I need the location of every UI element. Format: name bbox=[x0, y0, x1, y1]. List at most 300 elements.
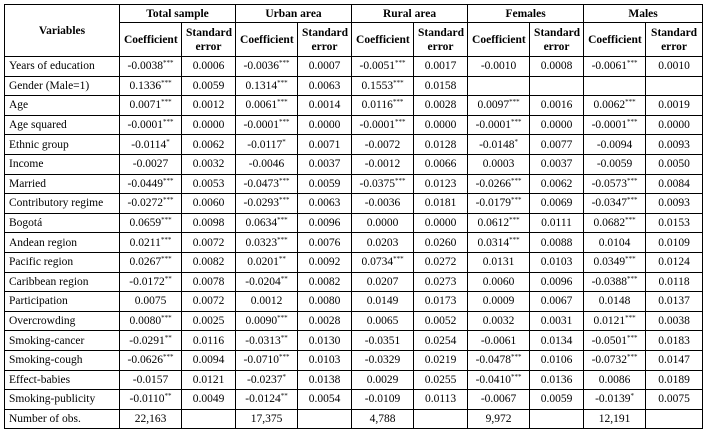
standard-error-header-line1: Standard bbox=[534, 26, 581, 39]
coefficient-cell bbox=[468, 96, 530, 116]
standard-error-cell: 0.0128 bbox=[414, 135, 468, 155]
group-header-total: Total sample bbox=[120, 5, 236, 23]
coefficient-value: -0.0001 bbox=[591, 119, 628, 132]
standard-error-cell: 0.0016 bbox=[530, 96, 584, 116]
standard-error-cell: 0.0158 bbox=[414, 76, 468, 96]
standard-error-cell: 0.0080 bbox=[298, 292, 352, 312]
coefficient-value: 0.0090 bbox=[245, 315, 278, 328]
coefficient-value: 0.0062 bbox=[593, 99, 626, 112]
coefficient-value: -0.0478 bbox=[475, 354, 512, 367]
coefficient-value: -0.0001 bbox=[243, 119, 279, 132]
significance-stars: *** bbox=[627, 118, 638, 127]
standard-error-cell: 0.0096 bbox=[530, 272, 584, 292]
table-row bbox=[5, 115, 703, 135]
standard-error-cell: 0.0050 bbox=[646, 154, 703, 174]
coefficient-value: 0.0061 bbox=[245, 99, 278, 112]
significance-stars: *** bbox=[161, 216, 172, 225]
significance-stars: *** bbox=[162, 118, 174, 127]
significance-stars: *** bbox=[509, 235, 520, 244]
standard-error-cell: 0.0059 bbox=[530, 390, 584, 410]
standard-error-cell: 0.0059 bbox=[182, 76, 236, 96]
standard-error-cell: 0.0072 bbox=[182, 233, 236, 253]
coefficient-value: -0.0010 bbox=[480, 60, 517, 73]
coefficient-value: 0.1553 bbox=[361, 79, 394, 92]
coefficient-value: 0.0314 bbox=[477, 236, 510, 249]
coefficient-value: -0.0061 bbox=[591, 60, 628, 73]
significance-stars: *** bbox=[625, 314, 636, 323]
coefficient-value: 0.0201 bbox=[247, 256, 279, 269]
standard-error-cell: 0.0189 bbox=[646, 370, 703, 390]
coefficient-value: -0.0117 bbox=[247, 138, 283, 151]
significance-stars: *** bbox=[393, 78, 404, 87]
standard-error-cell: 0.0037 bbox=[298, 154, 352, 174]
observations-count: 12,191 bbox=[584, 409, 646, 428]
variable-label: Caribbean region bbox=[5, 272, 120, 292]
observations-label: Number of obs. bbox=[5, 409, 120, 428]
significance-stars: *** bbox=[627, 353, 638, 362]
coefficient-header: Coefficient bbox=[236, 23, 298, 57]
significance-stars: *** bbox=[625, 98, 636, 107]
standard-error-cell: 0.0075 bbox=[646, 390, 703, 410]
standard-error-cell: 0.0014 bbox=[298, 96, 352, 116]
significance-stars: *** bbox=[162, 59, 174, 68]
coefficient-value: -0.0272 bbox=[127, 197, 163, 210]
coefficient-cell bbox=[236, 272, 298, 292]
coefficient-cell bbox=[352, 272, 414, 292]
table-row bbox=[5, 76, 703, 96]
table-row bbox=[5, 213, 703, 233]
standard-error-header-line1: Standard bbox=[302, 26, 349, 39]
standard-error-cell: 0.0071 bbox=[298, 135, 352, 155]
standard-error-cell: 0.0094 bbox=[182, 350, 236, 370]
observations-empty-cell bbox=[530, 409, 584, 428]
coefficient-value: 0.0000 bbox=[366, 217, 399, 230]
standard-error-header-line1: Standard bbox=[418, 26, 465, 39]
coefficient-cell bbox=[352, 154, 414, 174]
standard-error-cell: 0.0025 bbox=[182, 311, 236, 331]
significance-stars: *** bbox=[161, 255, 172, 264]
coefficient-value: -0.0351 bbox=[364, 334, 401, 347]
variable-label: Effect-babies bbox=[5, 370, 120, 390]
table-row bbox=[5, 233, 703, 253]
standard-error-cell: 0.0052 bbox=[414, 311, 468, 331]
standard-error-cell: 0.0116 bbox=[182, 331, 236, 351]
coefficient-cell bbox=[352, 174, 414, 194]
standard-error-cell: 0.0019 bbox=[646, 96, 703, 116]
table-row bbox=[5, 174, 703, 194]
coefficient-value: 0.0029 bbox=[366, 373, 399, 386]
coefficient-value: 0.0131 bbox=[482, 256, 515, 269]
coefficient-cell bbox=[120, 96, 182, 116]
standard-error-cell: 0.0082 bbox=[298, 272, 352, 292]
variable-label: Years of education bbox=[5, 57, 120, 77]
significance-stars: *** bbox=[160, 235, 172, 244]
coefficient-value: 0.0075 bbox=[134, 295, 167, 308]
group-header-females: Females bbox=[468, 5, 584, 23]
significance-stars: ** bbox=[280, 392, 288, 401]
coefficient-cell bbox=[468, 272, 530, 292]
coefficient-value: -0.0291 bbox=[129, 334, 165, 347]
coefficient-value: -0.0237 bbox=[247, 373, 283, 386]
significance-stars: *** bbox=[277, 235, 288, 244]
standard-error-cell: 0.0096 bbox=[298, 213, 352, 233]
standard-error-cell: 0.0124 bbox=[646, 252, 703, 272]
coefficient-cell bbox=[236, 135, 298, 155]
coefficient-cell bbox=[236, 76, 298, 96]
coefficient-value: -0.0732 bbox=[591, 354, 628, 367]
coefficient-cell bbox=[468, 135, 530, 155]
coefficient-cell bbox=[352, 350, 414, 370]
table-row bbox=[5, 154, 703, 174]
coefficient-cell bbox=[468, 57, 530, 77]
coefficient-value: -0.0036 bbox=[243, 60, 279, 73]
table-row bbox=[5, 194, 703, 214]
observations-row bbox=[5, 409, 703, 428]
coefficient-cell bbox=[352, 252, 414, 272]
variable-label: Pacific region bbox=[5, 252, 120, 272]
coefficient-cell bbox=[120, 76, 182, 96]
coefficient-cell bbox=[468, 331, 530, 351]
variable-label: Gender (Male=1) bbox=[5, 76, 120, 96]
coefficient-value: -0.0027 bbox=[132, 158, 169, 171]
group-header-urban: Urban area bbox=[236, 5, 352, 23]
coefficient-value: -0.0139 bbox=[595, 393, 631, 406]
coefficient-cell bbox=[236, 174, 298, 194]
standard-error-cell: 0.0000 bbox=[298, 115, 352, 135]
coefficient-value: 0.0121 bbox=[593, 315, 626, 328]
coefficient-cell bbox=[468, 174, 530, 194]
standard-error-cell: 0.0037 bbox=[530, 154, 584, 174]
coefficient-value: -0.0347 bbox=[591, 197, 628, 210]
standard-error-cell: 0.0007 bbox=[298, 57, 352, 77]
standard-error-header bbox=[530, 23, 584, 57]
significance-stars: *** bbox=[511, 196, 522, 205]
standard-error-cell: 0.0038 bbox=[646, 311, 703, 331]
coefficient-cell bbox=[584, 252, 646, 272]
coefficient-cell bbox=[468, 233, 530, 253]
significance-stars: *** bbox=[627, 333, 638, 342]
standard-error-cell: 0.0066 bbox=[414, 154, 468, 174]
significance-stars: * bbox=[514, 137, 519, 146]
coefficient-value: 0.0207 bbox=[366, 275, 399, 288]
coefficient-value: 0.0149 bbox=[366, 295, 399, 308]
coefficient-cell bbox=[120, 174, 182, 194]
significance-stars: *** bbox=[279, 59, 290, 68]
coefficient-cell bbox=[352, 390, 414, 410]
standard-error-cell: 0.0183 bbox=[646, 331, 703, 351]
coefficient-cell bbox=[236, 57, 298, 77]
coefficient-cell bbox=[584, 272, 646, 292]
significance-stars: *** bbox=[279, 118, 290, 127]
variable-label: Bogotá bbox=[5, 213, 120, 233]
table-row bbox=[5, 311, 703, 331]
standard-error-cell: 0.0000 bbox=[414, 213, 468, 233]
significance-stars: ** bbox=[280, 274, 288, 283]
table-row bbox=[5, 292, 703, 312]
significance-stars: *** bbox=[277, 98, 288, 107]
significance-stars: * bbox=[282, 137, 286, 146]
coefficient-value: -0.0626 bbox=[127, 354, 163, 367]
coefficient-cell bbox=[352, 311, 414, 331]
regression-table bbox=[4, 4, 703, 429]
coefficient-cell bbox=[120, 135, 182, 155]
coefficient-value: -0.0172 bbox=[129, 275, 165, 288]
standard-error-cell: 0.0017 bbox=[414, 57, 468, 77]
significance-stars: * bbox=[630, 392, 635, 401]
coefficient-value: 0.0104 bbox=[598, 236, 631, 249]
significance-stars: *** bbox=[511, 353, 522, 362]
standard-error-cell: 0.0078 bbox=[182, 272, 236, 292]
table-body bbox=[5, 57, 703, 410]
variable-label: Age squared bbox=[5, 115, 120, 135]
coefficient-cell bbox=[236, 292, 298, 312]
standard-error-header-line2: error bbox=[661, 40, 688, 53]
significance-stars: *** bbox=[161, 78, 172, 87]
standard-error-cell: 0.0088 bbox=[530, 233, 584, 253]
standard-error-cell: 0.0273 bbox=[414, 272, 468, 292]
significance-stars: ** bbox=[278, 255, 286, 264]
standard-error-cell: 0.0028 bbox=[414, 96, 468, 116]
coefficient-value: 0.0065 bbox=[366, 315, 399, 328]
standard-error-cell: 0.0113 bbox=[414, 390, 468, 410]
standard-error-cell: 0.0076 bbox=[298, 233, 352, 253]
coefficient-value: 0.0080 bbox=[129, 315, 162, 328]
coefficient-cell bbox=[352, 96, 414, 116]
variable-label: Overcrowding bbox=[5, 311, 120, 331]
standard-error-cell: 0.0219 bbox=[414, 350, 468, 370]
coefficient-value: -0.0388 bbox=[591, 275, 628, 288]
coefficient-cell bbox=[468, 213, 530, 233]
coefficient-cell bbox=[120, 292, 182, 312]
coefficient-cell bbox=[236, 252, 298, 272]
coefficient-value: 0.0086 bbox=[598, 373, 631, 386]
standard-error-header bbox=[414, 23, 468, 57]
coefficient-cell bbox=[120, 252, 182, 272]
coefficient-cell bbox=[236, 213, 298, 233]
coefficient-cell bbox=[584, 213, 646, 233]
significance-stars: ** bbox=[280, 333, 288, 342]
coefficient-value: 0.0734 bbox=[361, 256, 394, 269]
coefficient-value: 0.0060 bbox=[482, 275, 515, 288]
coefficient-value: -0.0501 bbox=[591, 334, 628, 347]
coefficient-cell bbox=[584, 154, 646, 174]
standard-error-cell bbox=[530, 76, 584, 96]
significance-stars: *** bbox=[392, 98, 404, 107]
standard-error-cell: 0.0032 bbox=[182, 154, 236, 174]
coefficient-cell bbox=[584, 233, 646, 253]
coefficient-cell bbox=[468, 350, 530, 370]
coefficient-cell bbox=[468, 390, 530, 410]
group-header-row bbox=[5, 5, 703, 23]
standard-error-header bbox=[646, 23, 703, 57]
coefficient-value: 0.1336 bbox=[129, 79, 162, 92]
significance-stars: * bbox=[282, 372, 286, 381]
standard-error-cell: 0.0049 bbox=[182, 390, 236, 410]
standard-error-cell: 0.0130 bbox=[298, 331, 352, 351]
coefficient-cell bbox=[120, 272, 182, 292]
standard-error-header-line2: error bbox=[195, 40, 222, 53]
significance-stars: *** bbox=[627, 196, 638, 205]
coefficient-value: -0.0148 bbox=[479, 138, 515, 151]
standard-error-cell: 0.0063 bbox=[298, 76, 352, 96]
coefficient-value: -0.0157 bbox=[132, 373, 169, 386]
coefficient-value: 0.0349 bbox=[593, 256, 626, 269]
coefficient-cell bbox=[468, 194, 530, 214]
coefficient-cell bbox=[584, 370, 646, 390]
coefficient-value: -0.0179 bbox=[475, 197, 512, 210]
standard-error-cell: 0.0134 bbox=[530, 331, 584, 351]
standard-error-cell: 0.0136 bbox=[530, 370, 584, 390]
coefficient-cell bbox=[584, 174, 646, 194]
coefficient-value: 0.0009 bbox=[482, 295, 515, 308]
significance-stars: *** bbox=[277, 78, 288, 87]
coefficient-header: Coefficient bbox=[468, 23, 530, 57]
standard-error-cell: 0.0000 bbox=[414, 115, 468, 135]
significance-stars: *** bbox=[277, 314, 288, 323]
significance-stars: *** bbox=[511, 372, 522, 381]
coefficient-value: 0.0634 bbox=[245, 217, 278, 230]
significance-stars: ** bbox=[164, 274, 172, 283]
coefficient-value: 0.0012 bbox=[250, 295, 283, 308]
table-row bbox=[5, 135, 703, 155]
coefficient-cell bbox=[352, 115, 414, 135]
coefficient-cell bbox=[236, 311, 298, 331]
coefficient-value: 0.0148 bbox=[598, 295, 631, 308]
coefficient-value: -0.0001 bbox=[127, 119, 163, 132]
coefficient-value: -0.0001 bbox=[359, 119, 396, 132]
table-row bbox=[5, 390, 703, 410]
coefficient-cell bbox=[120, 194, 182, 214]
standard-error-header-line1: Standard bbox=[651, 26, 698, 39]
standard-error-cell: 0.0103 bbox=[298, 350, 352, 370]
group-header-males: Males bbox=[584, 5, 703, 23]
standard-error-cell: 0.0111 bbox=[530, 213, 584, 233]
standard-error-cell: 0.0260 bbox=[414, 233, 468, 253]
standard-error-cell: 0.0010 bbox=[646, 57, 703, 77]
table-row bbox=[5, 350, 703, 370]
standard-error-cell: 0.0062 bbox=[182, 135, 236, 155]
coefficient-value: -0.0410 bbox=[475, 373, 512, 386]
observations-empty-cell bbox=[646, 409, 703, 428]
variable-label: Ethnic group bbox=[5, 135, 120, 155]
standard-error-cell: 0.0147 bbox=[646, 350, 703, 370]
coefficient-value: -0.0573 bbox=[591, 177, 628, 190]
standard-error-cell: 0.0153 bbox=[646, 213, 703, 233]
coefficient-cell bbox=[352, 76, 414, 96]
coefficient-cell bbox=[352, 57, 414, 77]
coefficient-cell bbox=[120, 390, 182, 410]
coefficient-value: -0.0293 bbox=[243, 197, 279, 210]
coefficient-cell bbox=[352, 331, 414, 351]
significance-stars: *** bbox=[509, 216, 520, 225]
standard-error-cell: 0.0008 bbox=[530, 57, 584, 77]
significance-stars: *** bbox=[627, 274, 638, 283]
coefficient-cell bbox=[468, 154, 530, 174]
standard-error-cell: 0.0031 bbox=[530, 311, 584, 331]
standard-error-cell: 0.0060 bbox=[182, 194, 236, 214]
standard-error-cell: 0.0098 bbox=[182, 213, 236, 233]
coefficient-value: 0.0116 bbox=[361, 99, 393, 112]
group-header-rural: Rural area bbox=[352, 5, 468, 23]
coefficient-cell bbox=[352, 213, 414, 233]
standard-error-cell: 0.0093 bbox=[646, 135, 703, 155]
coefficient-cell bbox=[120, 331, 182, 351]
coefficient-value: 0.1314 bbox=[245, 79, 278, 92]
observations-count: 22,163 bbox=[120, 409, 182, 428]
standard-error-header bbox=[182, 23, 236, 57]
significance-stars: *** bbox=[277, 216, 288, 225]
coefficient-cell bbox=[584, 115, 646, 135]
table-row bbox=[5, 96, 703, 116]
significance-stars: *** bbox=[395, 118, 406, 127]
coefficient-cell bbox=[236, 390, 298, 410]
table-row bbox=[5, 272, 703, 292]
coefficient-value: -0.0067 bbox=[480, 393, 517, 406]
significance-stars: *** bbox=[279, 353, 290, 362]
standard-error-cell: 0.0059 bbox=[298, 174, 352, 194]
significance-stars: *** bbox=[625, 216, 636, 225]
significance-stars: *** bbox=[161, 98, 172, 107]
significance-stars: *** bbox=[511, 176, 522, 185]
standard-error-cell: 0.0255 bbox=[414, 370, 468, 390]
coefficient-cell bbox=[120, 370, 182, 390]
standard-error-cell: 0.0077 bbox=[530, 135, 584, 155]
observations-count: 9,972 bbox=[468, 409, 530, 428]
significance-stars: *** bbox=[162, 176, 174, 185]
significance-stars: *** bbox=[509, 98, 520, 107]
standard-error-cell: 0.0000 bbox=[646, 115, 703, 135]
standard-error-cell: 0.0118 bbox=[646, 272, 703, 292]
significance-stars: *** bbox=[395, 59, 406, 68]
coefficient-cell bbox=[468, 292, 530, 312]
coefficient-cell bbox=[468, 76, 530, 96]
standard-error-cell: 0.0103 bbox=[530, 252, 584, 272]
coefficient-cell bbox=[236, 233, 298, 253]
significance-stars: *** bbox=[393, 255, 404, 264]
coefficient-value: -0.0473 bbox=[243, 177, 279, 190]
standard-error-cell: 0.0093 bbox=[646, 194, 703, 214]
standard-error-cell: 0.0106 bbox=[530, 350, 584, 370]
coefficient-value: -0.0114 bbox=[131, 138, 167, 151]
coefficient-value: 0.0097 bbox=[477, 99, 510, 112]
coefficient-cell bbox=[120, 350, 182, 370]
standard-error-cell: 0.0138 bbox=[298, 370, 352, 390]
coefficient-cell bbox=[236, 370, 298, 390]
coefficient-cell bbox=[236, 194, 298, 214]
significance-stars: *** bbox=[625, 255, 636, 264]
coefficient-value: -0.0266 bbox=[475, 177, 512, 190]
variable-label: Participation bbox=[5, 292, 120, 312]
standard-error-cell: 0.0054 bbox=[298, 390, 352, 410]
coefficient-value: 0.0203 bbox=[366, 236, 399, 249]
standard-error-cell: 0.0072 bbox=[182, 292, 236, 312]
significance-stars: *** bbox=[627, 176, 638, 185]
standard-error-cell bbox=[646, 76, 703, 96]
coefficient-header: Coefficient bbox=[352, 23, 414, 57]
coefficient-cell bbox=[584, 135, 646, 155]
coefficient-value: -0.0001 bbox=[475, 119, 512, 132]
standard-error-cell: 0.0137 bbox=[646, 292, 703, 312]
significance-stars: *** bbox=[627, 59, 638, 68]
coefficient-value: 0.0211 bbox=[129, 236, 161, 249]
variable-label: Contributory regime bbox=[5, 194, 120, 214]
standard-error-cell: 0.0173 bbox=[414, 292, 468, 312]
coefficient-cell bbox=[352, 370, 414, 390]
coefficient-value: 0.0003 bbox=[482, 158, 515, 171]
coefficient-value: 0.0071 bbox=[129, 99, 162, 112]
standard-error-cell: 0.0069 bbox=[530, 194, 584, 214]
coefficient-cell bbox=[584, 76, 646, 96]
